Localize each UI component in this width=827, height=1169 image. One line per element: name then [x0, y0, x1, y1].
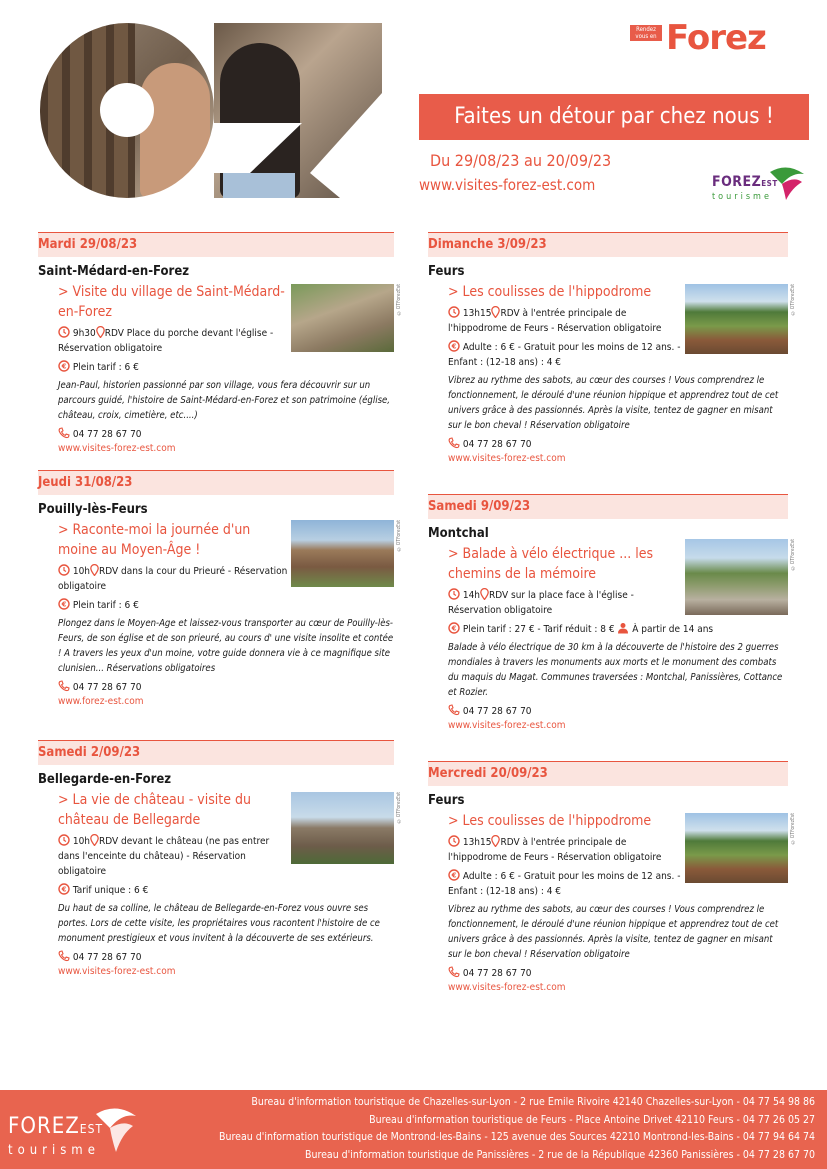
euro-icon	[448, 869, 460, 881]
event-price: Plein tarif : 27 € - Tarif réduit : 8 €	[462, 624, 615, 635]
event-meeting-point: RDV à l'entrée principale de l'hippodrome de Feurs - Réservation obligatoire	[448, 837, 662, 863]
photo-credit: ©OTForezEst	[396, 520, 402, 552]
event-phone-line	[448, 704, 788, 717]
event-card	[38, 470, 402, 740]
event-phone-line	[58, 950, 394, 963]
event-price-line	[58, 598, 394, 613]
euro-icon	[58, 598, 70, 610]
event-title[interactable]: > La vie de château - visite du château de Bellegarde	[58, 792, 251, 828]
event-phone[interactable]: 04 77 28 67 70	[72, 429, 142, 440]
event-place: Montchal	[428, 526, 489, 541]
event-meeting	[58, 564, 293, 594]
tagline-banner: Faites un détour par chez nous !	[419, 94, 809, 140]
event-description: Vibrez au rythme des sabots, au cœur des courses ! Vous comprendrez le fonctionnement, le déroulé d'une réunion hippique et apprendrez tout de cet univers grâce à des passionnés. Après la visite, tentez de gagner en misant sur le bon cheval ! Réservation obligatoire	[448, 375, 779, 431]
event-photo	[291, 520, 394, 587]
location-pin-icon	[90, 564, 99, 576]
event-price: Adulte : 6 € - Gratuit pour les moins de 12 ans. - Enfant : (12-18 ans) : 4 €	[448, 342, 681, 368]
event-title[interactable]: > Les coulisses de l'hippodrome	[448, 284, 652, 300]
event-price: Tarif unique : 6 €	[72, 885, 149, 896]
event-phone-line	[58, 680, 394, 693]
footer-logo	[8, 1100, 136, 1160]
event-time: 13h15	[462, 308, 492, 319]
website-link[interactable]: www.visites-forez-est.com	[419, 176, 596, 194]
event-meeting	[58, 834, 293, 879]
event-title[interactable]: > Balade à vélo électrique ... les chemins de la mémoire	[448, 546, 654, 582]
clock-icon	[58, 564, 70, 576]
event-day: Mardi 29/08/23	[38, 232, 394, 257]
oz-shape-mask	[40, 23, 382, 198]
event-card	[428, 761, 796, 993]
ft-logo-sub: tourisme	[712, 192, 772, 202]
right-column	[428, 232, 796, 993]
footer-contact-line: Bureau d'information touristique de Montrond-les-Bains - 125 avenue des Sources 42210 Montrond-les-Bains - 04 77 94 64 74	[219, 1131, 815, 1143]
footer-contact-line: Bureau d'information touristique de Panissières - 2 rue de la République 42360 Panissières - 04 77 28 67 70	[304, 1148, 815, 1161]
event-description: Plongez dans le Moyen-Age et laissez-vous transporter au cœur de Pouilly-lès-Feurs, de son église et de son prieuré, au cours d' une visite insolite et contée ! A travers les yeux d'un moine, votre guide donnera vie à ce magnifique site clunisien... Réservations obligatoires	[58, 618, 394, 674]
event-meeting-point: RDV dans la cour du Prieuré - Réservation obligatoire	[58, 566, 288, 592]
event-card	[38, 740, 402, 977]
event-meeting-point: RDV Place du porche devant l'église - Réservation obligatoire	[58, 328, 274, 354]
event-price-line	[448, 622, 788, 637]
photo-credit: ©OTForezEst	[790, 284, 796, 316]
phone-icon	[448, 966, 460, 978]
svg-text:€: €	[451, 624, 457, 633]
clock-icon	[448, 588, 460, 600]
event-age-limit: À partir de 14 ans	[632, 624, 714, 635]
event-place: Pouilly-lès-Feurs	[38, 502, 148, 517]
event-meeting	[448, 588, 683, 618]
svg-text:€: €	[451, 342, 457, 351]
euro-icon	[58, 883, 70, 895]
location-pin-icon	[480, 588, 489, 600]
event-day: Mercredi 20/09/23	[428, 761, 788, 786]
location-pin-icon	[96, 326, 105, 338]
event-description: Du haut de sa colline, le château de Bellegarde-en-Forez vous ouvre ses portes. Lors de cette visite, les propriétaires vous racontent l'histoire de ce monument prestigieux et vous invitent à la découverte de ses extérieurs.	[58, 903, 380, 944]
clock-icon	[58, 834, 70, 846]
event-meeting-point: RDV à l'entrée principale de l'hippodrome de Feurs - Réservation obligatoire	[448, 308, 662, 334]
footer-logo-name: FOREZ	[8, 1114, 80, 1139]
svg-text:€: €	[61, 600, 67, 609]
event-day: Jeudi 31/08/23	[38, 470, 394, 495]
event-time: 14h	[462, 590, 481, 601]
clock-icon	[58, 326, 70, 338]
left-column	[38, 232, 402, 977]
forez-est-tourisme-logo	[712, 162, 804, 206]
event-time: 10h	[72, 836, 91, 847]
event-photo	[685, 284, 788, 354]
event-photo	[685, 813, 788, 883]
event-day: Samedi 9/09/23	[428, 494, 788, 519]
euro-icon	[448, 340, 460, 352]
date-range: Du 29/08/23 au 20/09/23	[430, 151, 612, 170]
event-phone[interactable]: 04 77 28 67 70	[462, 968, 532, 979]
event-url[interactable]: www.forez-est.com	[58, 696, 144, 707]
person-icon	[617, 622, 629, 634]
event-description: Balade à vélo électrique de 30 km à la découverte de l'histoire des 2 guerres mondiales à travers les monuments aux morts et le monument des combats du maquis du Magat. Communes traversées : Montchal, Panissières, Cottance et Rozier.	[448, 642, 783, 698]
event-description: Jean-Paul, historien passionné par son village, vous fera découvrir sur un parcours guidé, l'histoire de Saint-Médard-en-Forez et son patrimoine (église, château, croix, cimetière, etc....)	[58, 380, 390, 421]
footer-contacts	[219, 1094, 815, 1164]
phone-icon	[58, 950, 70, 962]
phone-icon	[58, 680, 70, 692]
event-meeting-point: RDV sur la place face à l'église - Réservation obligatoire	[448, 590, 634, 616]
event-price: Plein tarif : 6 €	[72, 600, 139, 611]
event-price: Plein tarif : 6 €	[72, 362, 139, 373]
event-title[interactable]: > Visite du village de Saint-Médard-en-Forez	[58, 284, 285, 320]
footer-contact-line: Bureau d'information touristique de Chazelles-sur-Lyon - 2 rue Emile Rivoire 42140 Chazelles-sur-Lyon - 04 77 54 98 86	[251, 1096, 815, 1108]
event-phone[interactable]: 04 77 28 67 70	[72, 952, 142, 963]
event-phone[interactable]: 04 77 28 67 70	[72, 682, 142, 693]
event-phone[interactable]: 04 77 28 67 70	[462, 439, 532, 450]
footer-logo-sub: tourisme	[8, 1143, 100, 1158]
event-title[interactable]: > Raconte-moi la journée d'un moine au Moyen-Âge !	[58, 522, 251, 558]
phone-icon	[448, 437, 460, 449]
event-price: Adulte : 6 € - Gratuit pour les moins de 12 ans. - Enfant : (12-18 ans) : 4 €	[448, 871, 681, 897]
event-day: Dimanche 3/09/23	[428, 232, 788, 257]
brand-logo: Forez	[666, 18, 766, 58]
event-day: Samedi 2/09/23	[38, 740, 394, 765]
event-card	[38, 232, 402, 470]
photo-credit: ©OTForezEst	[790, 539, 796, 571]
ft-logo-est: EST	[761, 179, 778, 188]
footer-logo-est: EST	[79, 1122, 104, 1136]
euro-icon	[58, 360, 70, 372]
footer-contact-line: Bureau d'information touristique de Feurs - Place Antoine Drivet 42110 Feurs - 04 77 26 05 27	[369, 1113, 815, 1126]
clock-icon	[448, 835, 460, 847]
event-place: Bellegarde-en-Forez	[38, 772, 172, 787]
event-price-line	[58, 360, 394, 375]
euro-icon	[448, 622, 460, 634]
event-url[interactable]: www.visites-forez-est.com	[448, 453, 566, 464]
event-time: 10h	[72, 566, 91, 577]
event-meeting-point: RDV devant le château (ne pas entrer dans l'enceinte du château) - Réservation obligatoire	[58, 836, 270, 877]
photo-credit: ©OTForezEst	[396, 792, 402, 824]
event-time: 9h30	[72, 328, 96, 339]
event-phone-line	[58, 427, 394, 440]
event-time: 13h15	[462, 837, 492, 848]
event-meeting	[448, 306, 683, 336]
location-pin-icon	[90, 834, 99, 846]
event-url[interactable]: www.visites-forez-est.com	[448, 720, 566, 731]
event-place: Feurs	[428, 793, 465, 808]
event-price-line	[448, 869, 683, 899]
clock-icon	[448, 306, 460, 318]
event-photo	[291, 284, 394, 352]
svg-text:€: €	[451, 871, 457, 880]
event-meeting	[58, 326, 293, 356]
svg-text:€: €	[61, 362, 67, 371]
event-place: Feurs	[428, 264, 465, 279]
event-price-line	[58, 883, 394, 898]
event-meeting	[448, 835, 683, 865]
photo-credit: ©OTForezEst	[396, 284, 402, 316]
phone-icon	[448, 704, 460, 716]
event-place: Saint-Médard-en-Forez	[38, 264, 190, 279]
photo-credit: ©OTForezEst	[790, 813, 796, 845]
phone-icon	[58, 427, 70, 439]
logo-small-text: Rendez vous en	[630, 25, 662, 41]
event-photo	[291, 792, 394, 864]
event-photo	[685, 539, 788, 615]
event-url[interactable]: www.visites-forez-est.com	[58, 443, 176, 454]
event-phone[interactable]: 04 77 28 67 70	[462, 706, 532, 717]
footer	[0, 1090, 827, 1169]
event-title[interactable]: > Les coulisses de l'hippodrome	[448, 813, 652, 829]
event-url[interactable]: www.visites-forez-est.com	[58, 966, 176, 977]
hero-photo	[40, 23, 382, 198]
event-phone-line	[448, 437, 788, 450]
event-price-line	[448, 340, 683, 370]
event-url[interactable]: www.visites-forez-est.com	[448, 982, 566, 993]
event-card	[428, 232, 796, 494]
event-card	[428, 494, 796, 761]
ft-logo-name: FOREZ	[712, 174, 762, 190]
svg-text:€: €	[61, 885, 67, 894]
event-phone-line	[448, 966, 788, 979]
event-description: Vibrez au rythme des sabots, au cœur des courses ! Vous comprendrez le fonctionnement, le déroulé d'une réunion hippique et apprendrez tout de cet univers grâce à des passionnés. Après la visite, tentez de gagner en misant sur le bon cheval ! Réservation obligatoire	[448, 904, 779, 960]
